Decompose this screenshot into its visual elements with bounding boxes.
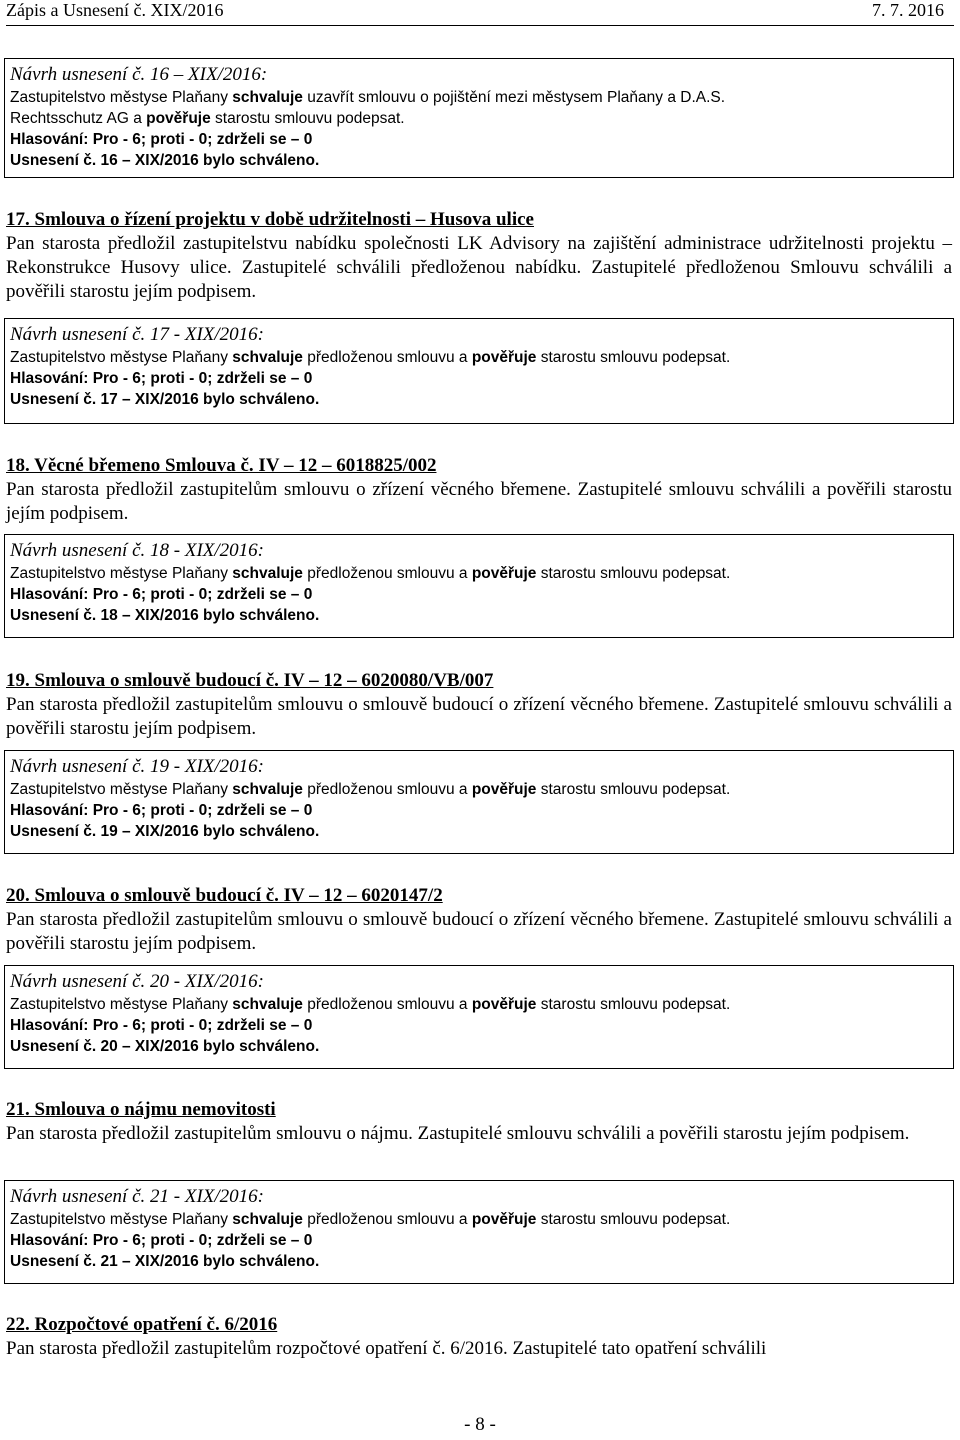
page-number: - 8 - bbox=[464, 1414, 496, 1435]
resolution-text: Zastupitelstvo městyse Plaňany schvaluje předloženou smlouvu a pověřuje starostu smlouvu podepsat. bbox=[10, 1211, 731, 1228]
header-date: 7. 7. 2016 bbox=[872, 0, 944, 20]
section-heading: 20. Smlouva o smlouvě budoucí č. IV – 12 – 6020147/2 bbox=[6, 885, 443, 906]
resolution-approved: Usnesení č. 16 – XIX/2016 bylo schváleno. bbox=[10, 152, 320, 169]
resolution-text: Zastupitelstvo městyse Plaňany schvaluje předloženou smlouvu a pověřuje starostu smlouvu podepsat. bbox=[10, 349, 731, 366]
header-title: Zápis a Usnesení č. XIX/2016 bbox=[6, 0, 224, 20]
resolution-title: Návrh usnesení č. 21 - XIX/2016: bbox=[10, 1186, 264, 1207]
resolution-box-16 bbox=[4, 58, 954, 178]
resolution-text-continued: Rechtsschutz AG a pověřuje starostu smlouvu podepsat. bbox=[10, 110, 405, 127]
section-paragraph: Pan starosta předložil zastupitelům smlouvu o smlouvě budoucí o zřízení věcného břemene. Zastupitelé smlouvu schválili a pověřili starostu jejím podpisem. bbox=[6, 694, 952, 739]
section-19 bbox=[6, 669, 952, 741]
resolution-approved: Usnesení č. 17 – XIX/2016 bylo schváleno. bbox=[10, 391, 320, 408]
vote-result: Hlasování: Pro - 6; proti - 0; zdrželi se – 0 bbox=[10, 370, 313, 387]
page-header bbox=[6, 0, 952, 24]
resolution-box-17 bbox=[4, 318, 954, 424]
header-divider bbox=[6, 25, 954, 26]
vote-result: Hlasování: Pro - 6; proti - 0; zdrželi se – 0 bbox=[10, 131, 313, 148]
section-18 bbox=[6, 454, 952, 526]
resolution-approved: Usnesení č. 20 – XIX/2016 bylo schváleno. bbox=[10, 1038, 320, 1055]
vote-result: Hlasování: Pro - 6; proti - 0; zdrželi se – 0 bbox=[10, 1017, 313, 1034]
section-heading: 17. Smlouva o řízení projektu v době udržitelnosti – Husova ulice bbox=[6, 209, 534, 230]
vote-result: Hlasování: Pro - 6; proti - 0; zdrželi se – 0 bbox=[10, 802, 313, 819]
resolution-title: Návrh usnesení č. 17 - XIX/2016: bbox=[10, 324, 264, 345]
section-paragraph: Pan starosta předložil zastupitelům smlouvu o zřízení věcného břemene. Zastupitelé smlouvu schválili a pověřili starostu jejím podpisem. bbox=[6, 479, 952, 524]
section-20 bbox=[6, 884, 952, 956]
resolution-box-18 bbox=[4, 534, 954, 638]
section-heading: 18. Věcné břemeno Smlouva č. IV – 12 – 6018825/002 bbox=[6, 455, 437, 476]
section-17 bbox=[6, 208, 952, 304]
resolution-approved: Usnesení č. 21 – XIX/2016 bylo schváleno. bbox=[10, 1253, 320, 1270]
section-21 bbox=[6, 1098, 952, 1146]
resolution-approved: Usnesení č. 18 – XIX/2016 bylo schváleno. bbox=[10, 607, 320, 624]
section-paragraph: Pan starosta předložil zastupitelům rozpočtové opatření č. 6/2016. Zastupitelé tato opatření schválili bbox=[6, 1338, 767, 1359]
section-paragraph: Pan starosta předložil zastupitelům smlouvu o nájmu. Zastupitelé smlouvu schválili a pověřili starostu jejím podpisem. bbox=[6, 1123, 910, 1144]
section-paragraph: Pan starosta předložil zastupitelstvu nabídku společnosti LK Advisory na zajištění administrace udržitelnosti projektu – Rekonstrukce Husovy ulice. Zastupitelé schválili předloženou nabídku. Zastupitelé předloženou Smlouvu schválili a pověřili starostu jejím podpisem. bbox=[6, 233, 952, 302]
resolution-title: Návrh usnesení č. 16 – XIX/2016: bbox=[10, 64, 268, 85]
section-22 bbox=[6, 1313, 952, 1361]
resolution-box-21 bbox=[4, 1180, 954, 1284]
section-heading: 21. Smlouva o nájmu nemovitosti bbox=[6, 1099, 276, 1120]
vote-result: Hlasování: Pro - 6; proti - 0; zdrželi se – 0 bbox=[10, 586, 313, 603]
section-heading: 22. Rozpočtové opatření č. 6/2016 bbox=[6, 1314, 278, 1335]
section-heading: 19. Smlouva o smlouvě budoucí č. IV – 12 – 6020080/VB/007 bbox=[6, 670, 494, 691]
resolution-text: Zastupitelstvo městyse Plaňany schvaluje předloženou smlouvu a pověřuje starostu smlouvu podepsat. bbox=[10, 565, 731, 582]
resolution-box-20 bbox=[4, 965, 954, 1069]
resolution-title: Návrh usnesení č. 20 - XIX/2016: bbox=[10, 971, 264, 992]
resolution-title: Návrh usnesení č. 18 - XIX/2016: bbox=[10, 540, 264, 561]
resolution-text: Zastupitelstvo městyse Plaňany schvaluje uzavřít smlouvu o pojištění mezi městysem Plaňany a D.A.S. bbox=[10, 89, 726, 106]
resolution-text: Zastupitelstvo městyse Plaňany schvaluje předloženou smlouvu a pověřuje starostu smlouvu podepsat. bbox=[10, 781, 731, 798]
resolution-title: Návrh usnesení č. 19 - XIX/2016: bbox=[10, 756, 264, 777]
resolution-approved: Usnesení č. 19 – XIX/2016 bylo schváleno. bbox=[10, 823, 320, 840]
vote-result: Hlasování: Pro - 6; proti - 0; zdrželi se – 0 bbox=[10, 1232, 313, 1249]
section-paragraph: Pan starosta předložil zastupitelům smlouvu o smlouvě budoucí o zřízení věcného břemene. Zastupitelé smlouvu schválili a pověřili starostu jejím podpisem. bbox=[6, 909, 952, 954]
resolution-text: Zastupitelstvo městyse Plaňany schvaluje předloženou smlouvu a pověřuje starostu smlouvu podepsat. bbox=[10, 996, 731, 1013]
resolution-box-19 bbox=[4, 750, 954, 854]
